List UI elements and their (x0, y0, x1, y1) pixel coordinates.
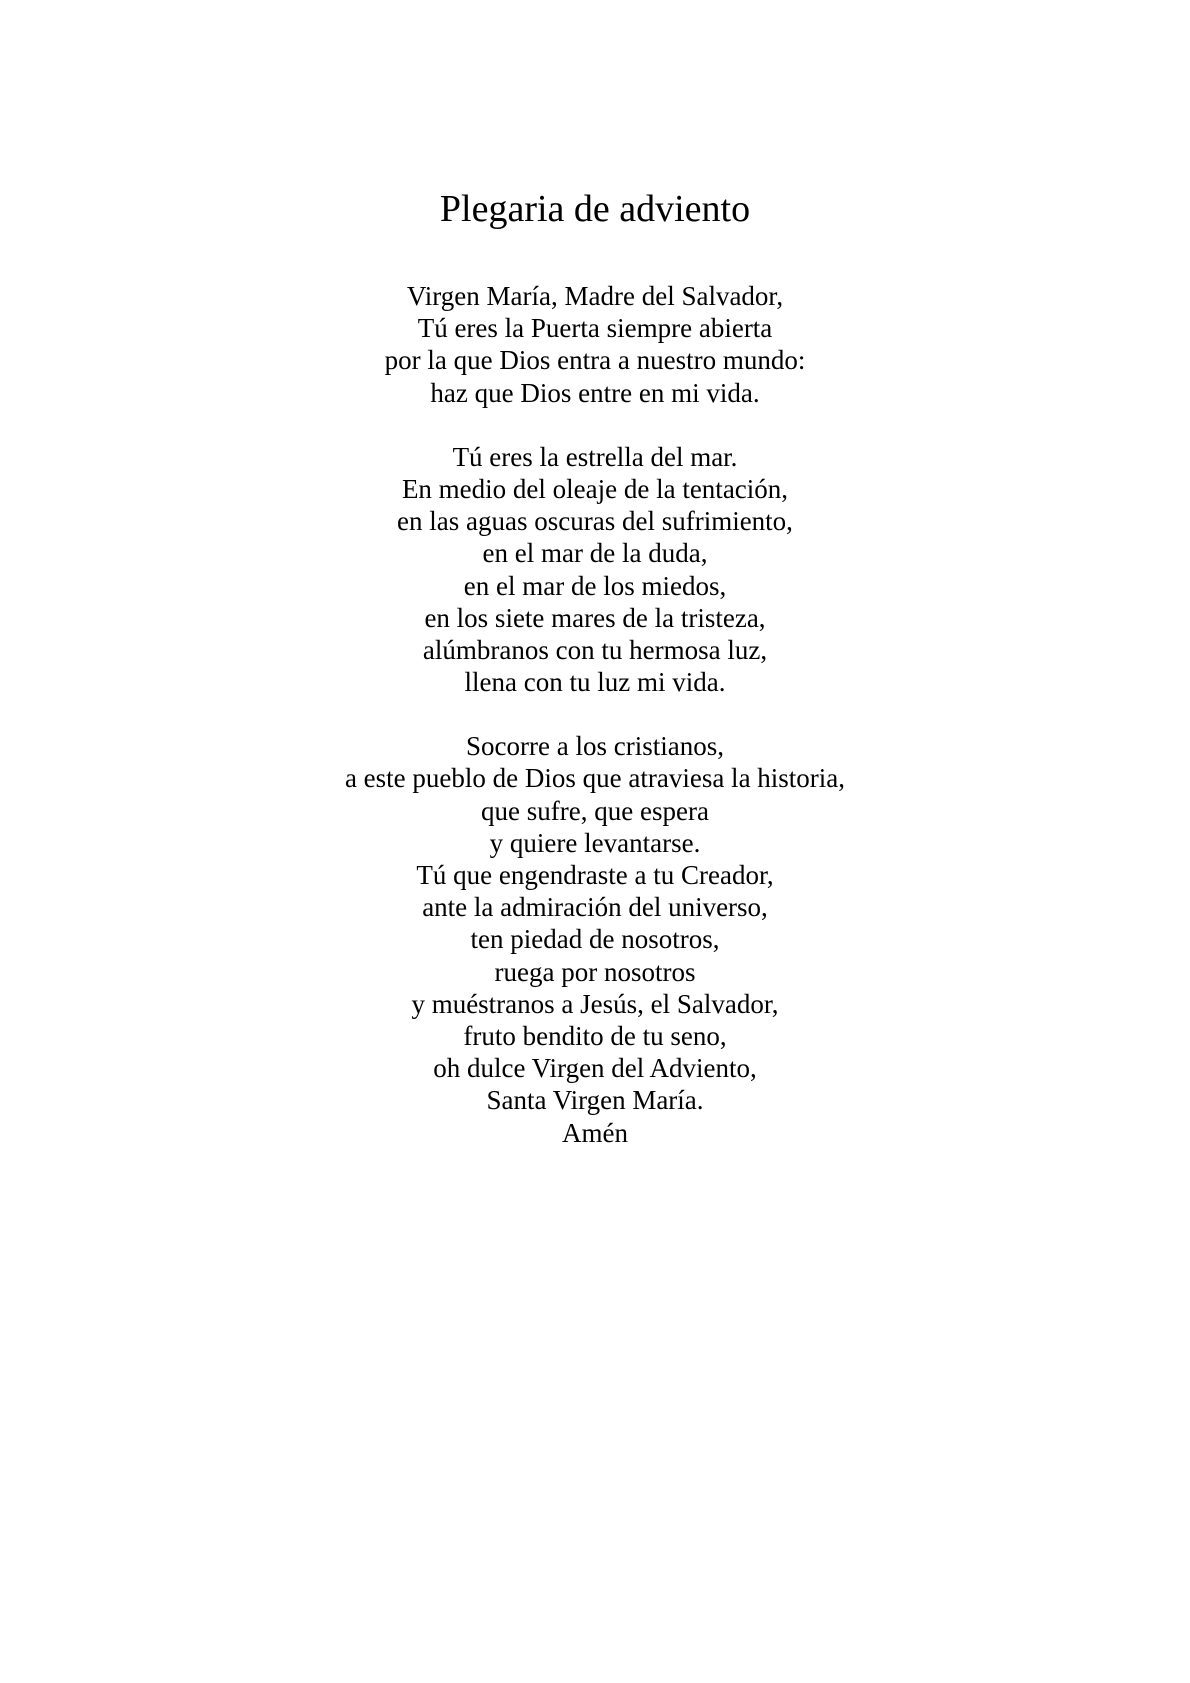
poem-line: en el mar de la duda, (482, 538, 708, 569)
poem-line: haz que Dios entre en mi vida. (430, 377, 760, 408)
poem-line: en las aguas oscuras del sufrimiento, (397, 506, 793, 537)
stanza-1 (0, 280, 1190, 409)
stanza-3 (0, 730, 1190, 1148)
poem-line: llena con tu luz mi vida. (464, 667, 726, 698)
poem-body (0, 280, 1190, 1181)
poem-line: y quiere levantarse. (489, 827, 701, 858)
poem-line: en los siete mares de la tristeza, (424, 602, 766, 633)
poem-line: ten piedad de nosotros, (470, 924, 720, 955)
poem-line: en el mar de los miedos, (463, 570, 727, 601)
poem-line: y muéstranos a Jesús, el Salvador, (411, 988, 779, 1019)
poem-line: En medio del oleaje de la tentación, (401, 473, 789, 504)
poem-line: a este pueblo de Dios que atraviesa la historia, (344, 763, 846, 794)
poem-line: ruega por nosotros (494, 956, 696, 987)
stanza-2 (0, 441, 1190, 699)
poem-line: alúmbranos con tu hermosa luz, (422, 634, 768, 665)
poem-line: Tú que engendraste a tu Creador, (416, 860, 774, 890)
poem-line: que sufre, que espera (481, 795, 709, 826)
poem-line: Tú eres la Puerta siempre abierta (417, 313, 773, 344)
poem-line: Amén (562, 1117, 628, 1148)
poem-line: oh dulce Virgen del Adviento, (433, 1053, 757, 1084)
poem-line: Tú eres la estrella del mar. (452, 441, 738, 472)
poem-line: por la que Dios entra a nuestro mundo: (384, 345, 806, 376)
page-title: Plegaria de adviento (439, 188, 751, 230)
poem-line: Socorre a los cristianos, (466, 731, 724, 762)
poem-line: Santa Virgen María. (486, 1085, 704, 1116)
poem-line: ante la admiración del universo, (422, 892, 768, 923)
poem-line: fruto bendito de tu seno, (463, 1020, 727, 1051)
poem-line: Virgen María, Madre del Salvador, (406, 281, 784, 311)
